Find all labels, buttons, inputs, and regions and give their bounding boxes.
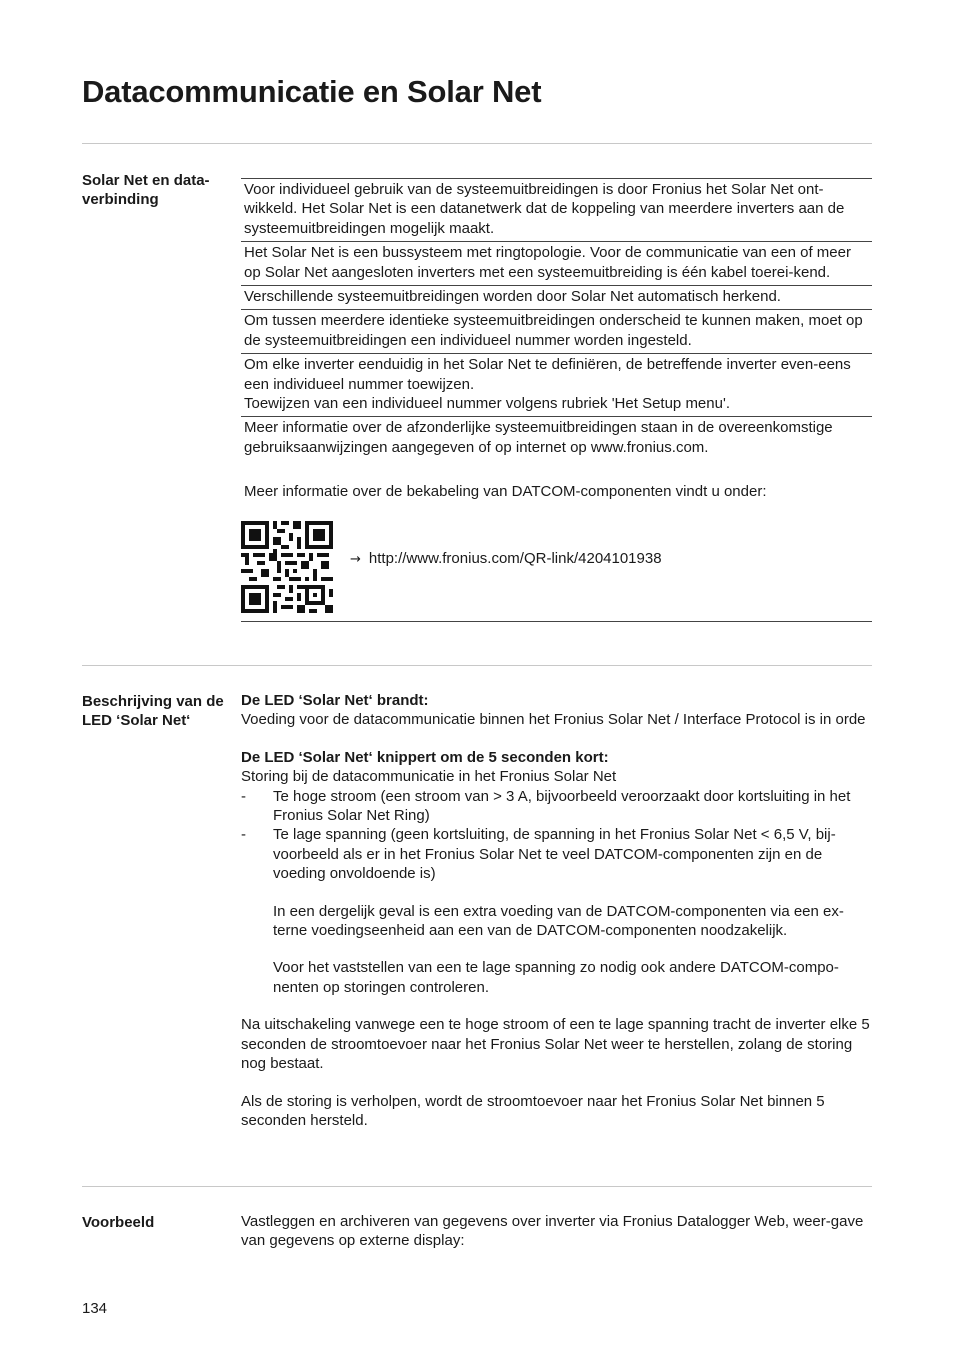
table-row: Verschillende systeemuitbreidingen worden door Solar Net automatisch herkend.: [241, 286, 872, 310]
bullet-dash: -: [241, 787, 246, 805]
row-line: Toewijzen van een individueel nummer volgens rubriek 'Het Setup menu'.: [244, 395, 730, 413]
led-text-on: Voeding voor de datacommunicatie binnen het Fronius Solar Net / Interface Protocol is in orde: [241, 711, 866, 729]
indented-note: In een dergelijk geval is een extra voeding van de DATCOM-componenten via een ex-terne voedingseenheid aan een van de DATCOM-componenten noodzakelijk.: [273, 902, 844, 940]
paragraph: Na uitschakeling vanwege een te hoge stroom of een te lage spanning tracht de inverter elke 5 seconden de stroomtoevoer naar het Fronius Solar Net weer te herstellen, zolang de storing nog bestaat.: [241, 1016, 870, 1073]
table-row: [241, 354, 872, 417]
list-item: [241, 825, 872, 883]
led-heading-blink: De LED ‘Solar Net‘ knippert om de 5 seconden kort:: [241, 748, 609, 766]
qr-row: [241, 519, 872, 622]
cabling-note: Meer informatie over de bekabeling van DATCOM-componenten vindt u onder:: [244, 483, 767, 501]
arrow-right-icon: →: [350, 552, 361, 568]
section-divider: [82, 143, 872, 144]
section-divider: [82, 1186, 872, 1187]
list-item: [241, 787, 872, 826]
example-text: Vastleggen en archiveren van gegevens over inverter via Fronius Datalogger Web, weer-gave van gegevens op externe display:: [241, 1213, 864, 1250]
bullet-dash: -: [241, 826, 246, 844]
led-text-blink: Storing bij de datacommunicatie in het Fronius Solar Net: [241, 768, 617, 786]
section-label-led: Beschrijving van de LED ‘Solar Net‘: [82, 693, 224, 729]
section-divider: [82, 665, 872, 666]
table-row: Meer informatie over de afzonderlijke systeemuitbreidingen staan in de overeenkomstige gebruiksaanwijzingen aangegeven of op internet op www.fronius.com.: [244, 419, 833, 456]
table-row: Om tussen meerdere identieke systeemuitbreidingen onderscheid te kunnen maken, moet op de systeemuitbreidingen een individueel nummer worden ingesteld.: [241, 310, 872, 354]
row-line: Om elke inverter eenduidig in het Solar Net te definiëren, de betreffende inverter even-eens een individueel nummer toewijzen.: [244, 356, 851, 393]
qr-code-icon: [241, 521, 333, 613]
bullet-text: Te lage spanning (geen kortsluiting, de spanning in het Fronius Solar Net < 6,5 V, bij-voorbeeld als er in het Fronius Solar Net te veel DATCOM-componenten zijn en de voeding onvoldoende is): [273, 826, 836, 883]
page-number: 134: [82, 1300, 108, 1317]
section-label-solar-net: Solar Net en data-verbinding: [82, 172, 210, 208]
led-heading-on: De LED ‘Solar Net‘ brandt:: [241, 692, 429, 709]
solar-net-table: [241, 178, 872, 622]
paragraph: Als de storing is verholpen, wordt de stroomtoevoer naar het Fronius Solar Net binnen 5 seconden hersteld.: [241, 1092, 825, 1129]
indented-note: Voor het vaststellen van een te lage spanning zo nodig ook andere DATCOM-compo-nenten op storingen controleren.: [273, 959, 839, 996]
page-title: Datacommunicatie en Solar Net: [82, 74, 542, 109]
qr-link[interactable]: [350, 549, 662, 569]
table-row: Voor individueel gebruik van de systeemuitbreidingen is door Fronius het Solar Net ont-wikkeld. Het Solar Net is een datanetwerk dat de koppeling van meerdere inverters aan de systeemuitbreidingen mogelijk maakt.: [241, 179, 872, 242]
qr-link-text: http://www.fronius.com/QR-link/4204101938: [368, 550, 662, 568]
table-row: Het Solar Net is een bussysteem met ringtopologie. Voor de communicatie van een of meer op Solar Net aangesloten inverters met een systeemuitbreiding is één kabel toerei-kend.: [241, 242, 872, 286]
led-description: [241, 691, 872, 1130]
section-label-example: Voorbeeld: [82, 1214, 155, 1231]
bullet-text: Te hoge stroom (een stroom van > 3 A, bijvoorbeeld veroorzaakt door kortsluiting in het Fronius Solar Net Ring): [273, 787, 851, 825]
